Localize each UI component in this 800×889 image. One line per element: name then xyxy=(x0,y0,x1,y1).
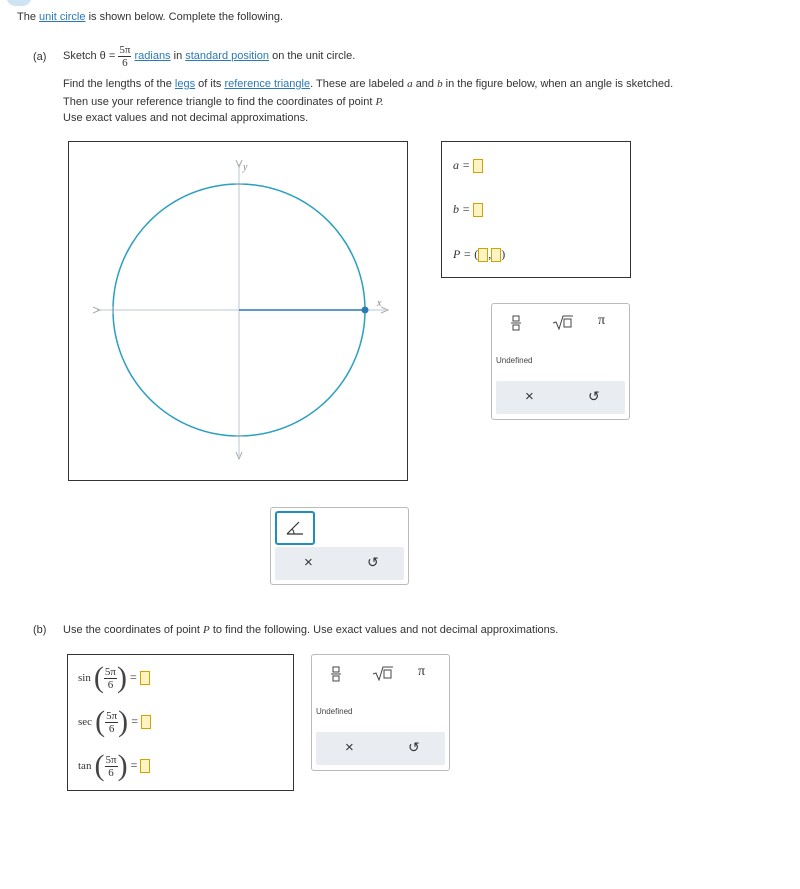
sin-close-paren: ) xyxy=(116,661,127,694)
sin-fraction xyxy=(104,666,117,691)
answer-box-a xyxy=(441,141,631,278)
circle-tick xyxy=(146,217,153,224)
angle-tool-button[interactable] xyxy=(275,511,315,545)
reference-triangle-link[interactable]: reference triangle xyxy=(224,78,311,90)
on-text: on the unit circle. xyxy=(272,50,356,62)
p-y-input[interactable] xyxy=(491,248,501,262)
b-input[interactable] xyxy=(473,203,483,217)
unit-circle-graph[interactable] xyxy=(68,141,408,481)
var-a: a xyxy=(407,78,413,90)
pi-button-a[interactable]: π xyxy=(598,313,606,328)
sec-numerator: 5π xyxy=(106,709,118,722)
sec-label: sec xyxy=(78,715,93,728)
x-axis-label: x xyxy=(377,298,382,309)
answer-box-b xyxy=(67,654,294,791)
circle-tick xyxy=(325,217,332,224)
tan-numerator: 5π xyxy=(105,753,117,766)
find-lengths-text xyxy=(63,78,673,90)
circle-tick xyxy=(172,198,181,203)
find-suffix-2: in the figure below, when an angle is sketched. xyxy=(445,78,674,90)
circle-tick xyxy=(346,243,351,252)
tan-label: tan xyxy=(78,759,92,772)
sketch-prefix: Sketch θ = xyxy=(63,50,116,62)
sqrt-icon xyxy=(372,665,394,681)
find-prefix: Find the lengths of the xyxy=(63,78,172,90)
tan-fraction xyxy=(105,754,118,779)
legs-link[interactable]: legs xyxy=(174,78,196,90)
p-close-paren: ) xyxy=(501,247,506,261)
then-text-body: Then use your reference triangle to find the coordinates of point xyxy=(63,96,373,108)
sqrt-button-b[interactable] xyxy=(372,665,394,684)
undo-button-b[interactable]: ↺ xyxy=(408,739,420,755)
tan-input[interactable] xyxy=(140,759,150,773)
tan-denominator: 6 xyxy=(108,766,114,779)
clear-button-a[interactable]: × xyxy=(525,388,534,405)
undefined-button-b[interactable]: Undefined xyxy=(316,707,353,716)
circle-tick xyxy=(298,198,307,203)
tan-open-paren: ( xyxy=(94,749,105,782)
sec-row xyxy=(78,705,151,739)
y-axis-label: y xyxy=(243,162,248,173)
a-answer-row xyxy=(453,158,483,173)
sec-fraction xyxy=(105,710,118,735)
part-a-sketch-line xyxy=(63,42,355,70)
undo-button-a[interactable]: ↺ xyxy=(588,388,600,404)
part-a-label: (a) xyxy=(33,51,47,63)
unit-circle-link[interactable]: unit circle xyxy=(39,11,86,23)
p-open-paren: ( xyxy=(474,247,479,261)
part-b-suffix: to find the following. Use exact values and not decimal approximations. xyxy=(212,624,559,636)
sin-input[interactable] xyxy=(140,671,150,685)
math-palette-a xyxy=(491,303,630,420)
sec-equals: = xyxy=(131,713,139,728)
theta-numerator: 5π xyxy=(119,43,131,56)
sin-numerator: 5π xyxy=(104,665,116,678)
graph-canvas[interactable] xyxy=(69,142,407,480)
part-b-instruction xyxy=(63,624,558,636)
fraction-icon xyxy=(330,666,342,682)
and-text: and xyxy=(415,78,435,90)
sqrt-icon xyxy=(552,314,574,330)
p-label: P = xyxy=(453,247,472,261)
find-suffix-1: . These are labeled xyxy=(310,78,405,90)
sec-open-paren: ( xyxy=(95,705,106,738)
fraction-button-b[interactable] xyxy=(330,666,342,685)
b-label: b = xyxy=(453,202,471,216)
p-x-input[interactable] xyxy=(478,248,488,262)
tan-equals: = xyxy=(130,757,138,772)
sqrt-button-a[interactable] xyxy=(552,314,574,333)
b-answer-row xyxy=(453,202,483,217)
a-label: a = xyxy=(453,158,471,172)
tan-row xyxy=(78,749,150,783)
p-answer-row xyxy=(453,247,505,262)
angle-tool-palette xyxy=(270,507,409,585)
theta-denominator: 6 xyxy=(122,56,128,69)
circle-tick xyxy=(127,243,132,252)
then-text xyxy=(63,96,384,108)
part-b-label: (b) xyxy=(33,624,47,636)
sin-equals: = xyxy=(130,669,137,684)
part-b-prefix: Use the coordinates of point xyxy=(63,624,200,636)
fraction-icon xyxy=(510,315,522,331)
undo-button-angle[interactable]: ↺ xyxy=(367,554,379,570)
palette-b-action-bar xyxy=(316,732,445,765)
circle-tick xyxy=(172,417,181,422)
circle-tick xyxy=(146,396,153,403)
standard-position-link[interactable]: standard position xyxy=(185,50,270,62)
undefined-button-a[interactable]: Undefined xyxy=(496,356,533,365)
pi-button-b[interactable]: π xyxy=(418,664,426,679)
math-palette-b xyxy=(311,654,450,771)
sec-denominator: 6 xyxy=(108,722,115,735)
clear-button-angle[interactable]: × xyxy=(304,554,313,571)
sec-close-paren: ) xyxy=(118,705,129,738)
of-its-text: of its xyxy=(198,78,222,90)
theta-fraction xyxy=(118,44,131,69)
tan-close-paren: ) xyxy=(117,749,128,782)
sin-denominator: 6 xyxy=(107,678,114,691)
radians-link[interactable]: radians xyxy=(134,50,171,62)
point-p-label: P. xyxy=(375,96,384,108)
clear-button-b[interactable]: × xyxy=(345,739,354,756)
angle-tool-action-bar xyxy=(275,547,404,580)
in-text: in xyxy=(173,50,183,62)
sin-open-paren: ( xyxy=(93,661,104,694)
collapse-tab[interactable] xyxy=(6,0,32,6)
intro-prefix: The xyxy=(17,11,36,23)
circle-tick xyxy=(325,396,332,403)
p-comma: , xyxy=(488,247,492,261)
circle-tick xyxy=(298,417,307,422)
angle-drag-point[interactable] xyxy=(362,307,369,314)
palette-a-action-bar xyxy=(496,381,625,414)
sin-label: sin xyxy=(78,671,91,684)
circle-tick xyxy=(127,369,132,378)
exact-values-note: Use exact values and not decimal approximations. xyxy=(63,112,309,124)
part-b-point-p: P xyxy=(203,624,210,636)
fraction-button-a[interactable] xyxy=(510,315,522,334)
a-input[interactable] xyxy=(473,159,483,173)
sin-row xyxy=(78,661,150,695)
angle-icon xyxy=(277,513,313,543)
sec-input[interactable] xyxy=(141,715,151,729)
circle-tick xyxy=(346,369,351,378)
intro-suffix: is shown below. Complete the following. xyxy=(88,11,284,23)
var-b: b xyxy=(437,78,443,90)
intro-text xyxy=(17,11,283,23)
